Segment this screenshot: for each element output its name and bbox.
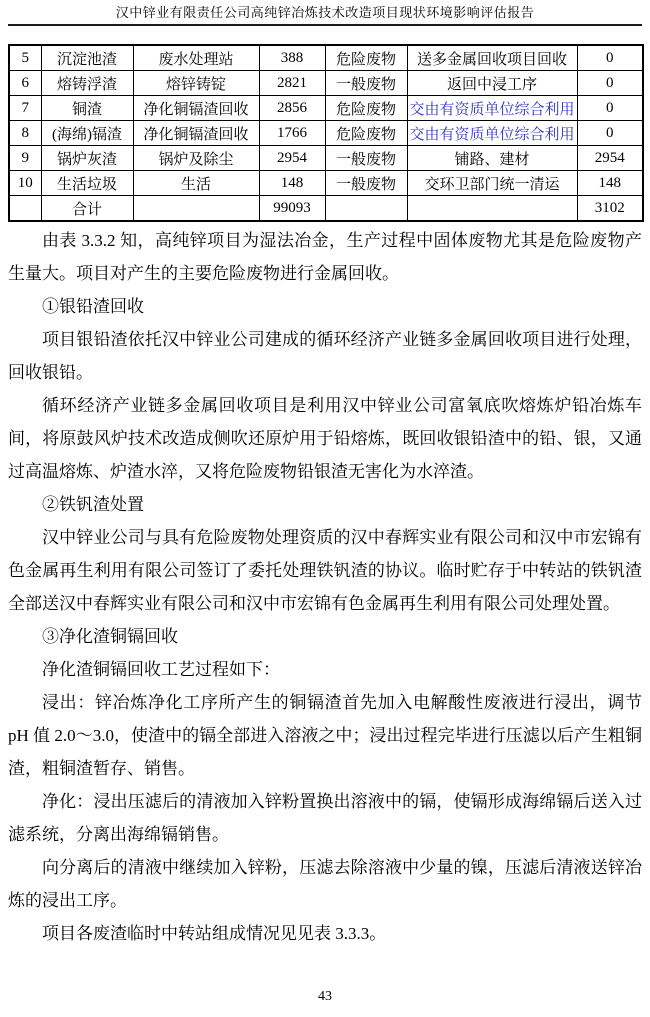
cell-disposal: 返回中浸工序 — [407, 71, 577, 96]
cell-outbound: 0 — [577, 96, 643, 121]
document-header — [8, 5, 642, 26]
cell-source: 净化铜镉渣回收 — [133, 121, 259, 146]
cell-name: 合计 — [41, 196, 133, 222]
cell-quantity: 1766 — [259, 121, 325, 146]
cell-name: 铜渣 — [41, 96, 133, 121]
cell-type: 一般废物 — [325, 146, 407, 171]
cell-quantity: 2954 — [259, 146, 325, 171]
paragraph: 净化渣铜镉回收工艺过程如下： — [42, 660, 280, 679]
cell-no: 6 — [9, 71, 41, 96]
cell-type: 一般废物 — [325, 71, 407, 96]
cell-outbound: 0 — [577, 71, 643, 96]
list-item-3-heading: ③净化渣铜镉回收 — [42, 627, 178, 646]
table-row-total — [9, 196, 643, 222]
cell-quantity: 99093 — [259, 196, 325, 222]
cell-quantity: 2856 — [259, 96, 325, 121]
table-row — [9, 96, 643, 121]
paragraph: 循环经济产业链多金属回收项目是利用汉中锌业公司富氧底吹熔炼炉铅冶炼车间，将原鼓风炉技术改造成侧吹还原炉用于铅熔炼，既回收银铅渣中的铅、银，又通过高温熔炼、炉渣水淬，又将危险废物铅银渣无害化为水淬渣。 — [8, 396, 642, 481]
cell-type — [325, 196, 407, 222]
cell-name: 沉淀池渣 — [41, 45, 133, 71]
cell-source: 锅炉及除尘 — [133, 146, 259, 171]
cell-type: 危险废物 — [325, 45, 407, 71]
cell-quantity: 148 — [259, 171, 325, 196]
body-text — [8, 224, 642, 950]
paragraph: 净化：浸出压滤后的清液加入锌粉置换出溶液中的镉，使镉形成海绵镉后送入过滤系统，分离出海绵镉销售。 — [8, 792, 642, 844]
cell-disposal: 送多金属回收项目回收 — [407, 45, 577, 71]
paragraph: 向分离后的清液中继续加入锌粉，压滤去除溶液中少量的镍，压滤后清液送锌冶炼的浸出工序。 — [8, 858, 642, 910]
cell-no: 8 — [9, 121, 41, 146]
cell-quantity: 388 — [259, 45, 325, 71]
cell-outbound: 2954 — [577, 146, 643, 171]
cell-outbound: 0 — [577, 45, 643, 71]
cell-no: 9 — [9, 146, 41, 171]
paragraph: 项目银铅渣依托汉中锌业公司建成的循环经济产业链多金属回收项目进行处理，回收银铅。 — [8, 330, 642, 382]
cell-source: 熔锌铸锭 — [133, 71, 259, 96]
cell-name: 熔铸浮渣 — [41, 71, 133, 96]
cell-no: 10 — [9, 171, 41, 196]
document-title: 汉中锌业有限责任公司高纯锌冶炼技术改造项目现状环境影响评估报告 — [115, 5, 535, 20]
cell-disposal — [407, 196, 577, 222]
table-row — [9, 121, 643, 146]
waste-table — [8, 44, 644, 222]
cell-source: 废水处理站 — [133, 45, 259, 71]
table-row — [9, 45, 643, 71]
cell-source — [133, 196, 259, 222]
cell-disposal: 交由有资质单位综合利用 — [407, 96, 577, 121]
paragraph: 由表 3.3.2 知，高纯锌项目为湿法冶金，生产过程中固体废物尤其是危险废物产生量大。项目对产生的主要危险废物进行金属回收。 — [8, 231, 642, 283]
page-number: 43 — [318, 989, 332, 1004]
page-footer — [0, 989, 650, 1005]
cell-type: 危险废物 — [325, 121, 407, 146]
table-row — [9, 171, 643, 196]
cell-source: 净化铜镉渣回收 — [133, 96, 259, 121]
paragraph: 汉中锌业公司与具有危险废物处理资质的汉中春辉实业有限公司和汉中市宏锦有色金属再生利用有限公司签订了委托处理铁钒渣的协议。临时贮存于中转站的铁钒渣全部送汉中春辉实业有限公司和汉中市宏锦有色金属再生利用有限公司处理处置。 — [8, 528, 642, 613]
list-item-1-heading: ①银铅渣回收 — [42, 297, 144, 316]
cell-disposal: 交环卫部门统一清运 — [407, 171, 577, 196]
cell-disposal: 交由有资质单位综合利用 — [407, 121, 577, 146]
cell-name: (海绵)镉渣 — [41, 121, 133, 146]
cell-outbound: 148 — [577, 171, 643, 196]
cell-disposal: 铺路、建材 — [407, 146, 577, 171]
list-item-2-heading: ②铁钒渣处置 — [42, 495, 144, 514]
cell-no: 7 — [9, 96, 41, 121]
cell-source: 生活 — [133, 171, 259, 196]
table-row — [9, 71, 643, 96]
cell-outbound: 0 — [577, 121, 643, 146]
table-row — [9, 146, 643, 171]
cell-outbound: 3102 — [577, 196, 643, 222]
paragraph: 项目各废渣临时中转站组成情况见见表 3.3.3。 — [42, 924, 387, 943]
cell-type: 危险废物 — [325, 96, 407, 121]
cell-name: 锅炉灰渣 — [41, 146, 133, 171]
paragraph: 浸出：锌冶炼净化工序所产生的铜镉渣首先加入电解酸性废液进行浸出，调节 pH 值 2.0～3.0，使渣中的镉全部进入溶液之中；浸出过程完毕进行压滤以后产生粗铜渣，粗铜渣暂存、销售。 — [8, 693, 642, 778]
cell-name: 生活垃圾 — [41, 171, 133, 196]
cell-no: 5 — [9, 45, 41, 71]
cell-no — [9, 196, 41, 222]
cell-type: 一般废物 — [325, 171, 407, 196]
cell-quantity: 2821 — [259, 71, 325, 96]
